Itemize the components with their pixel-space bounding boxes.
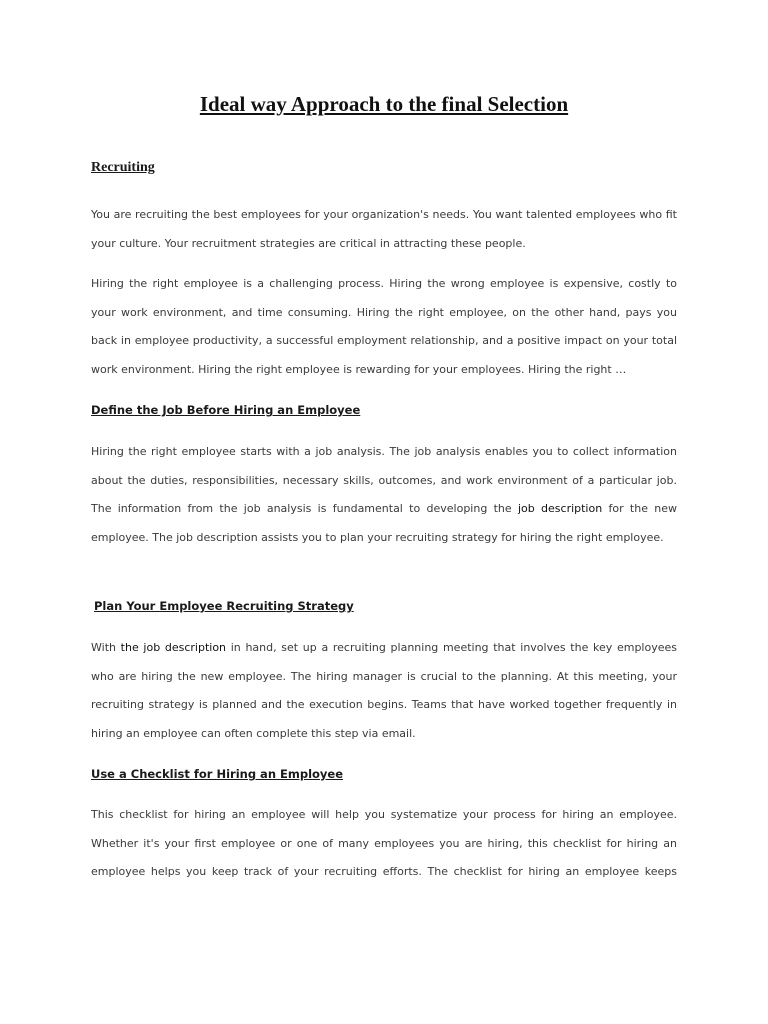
paragraph-text: in hand, set up a recruiting planning meeting that involves the key employees who are hiring the new employee. The hiring manager is crucial to the planning. At this meeting, your recruiting strategy is planned and the execution begins. Teams that have worked together frequently in hiring an employee can often complete this step via email. bbox=[91, 641, 677, 740]
paragraph-checklist: This checklist for hiring an employee will help you systematize your process for hiring an employee. Whether it's your first employee or one of many employees you are hiring, this checklist for hiring an employee helps you keep track of your recruiting efforts. The checklist for hiring an employee keeps bbox=[91, 808, 677, 878]
paragraph-text: for the new employee. The job description assists you to plan your recruiting strategy for hiring the right employee. bbox=[91, 502, 678, 544]
paragraph-recruiting-strategy bbox=[91, 634, 677, 748]
section-heading-define-job: Define the Job Before Hiring an Employee bbox=[91, 403, 361, 417]
paragraph-text: Hiring the right employee starts with a job analysis. The job analysis enables you to collect information about the duties, responsibilities, necessary skills, outcomes, and work environment of a particular job. The information from the job analysis is fundamental to developing the bbox=[91, 445, 677, 515]
paragraph-recruiting-intro: You are recruiting the best employees for your organization's needs. You want talented employees who fit your culture. Your recruitment strategies are critical in attracting these people. bbox=[91, 208, 677, 250]
emphasis-job-description: job description bbox=[517, 502, 603, 515]
paragraph-hiring-challenge: Hiring the right employee is a challenging process. Hiring the wrong employee is expensive, costly to your work environment, and time consuming. Hiring the right employee, on the other hand, pays you back in employee productivity, a successful employment relationship, and a positive impact on your total work environment. Hiring the right employee is rewarding for your employees. Hiring the right … bbox=[91, 277, 677, 376]
paragraph-text: With bbox=[91, 641, 121, 654]
section-heading-plan-strategy: Plan Your Employee Recruiting Strategy bbox=[94, 599, 354, 613]
paragraph-job-analysis bbox=[91, 438, 677, 552]
emphasis-the-job-description: the job description bbox=[120, 641, 227, 654]
section-heading-checklist: Use a Checklist for Hiring an Employee bbox=[91, 767, 344, 781]
section-heading-recruiting: Recruiting bbox=[91, 160, 155, 175]
document-title: Ideal way Approach to the final Selection bbox=[199, 92, 569, 116]
